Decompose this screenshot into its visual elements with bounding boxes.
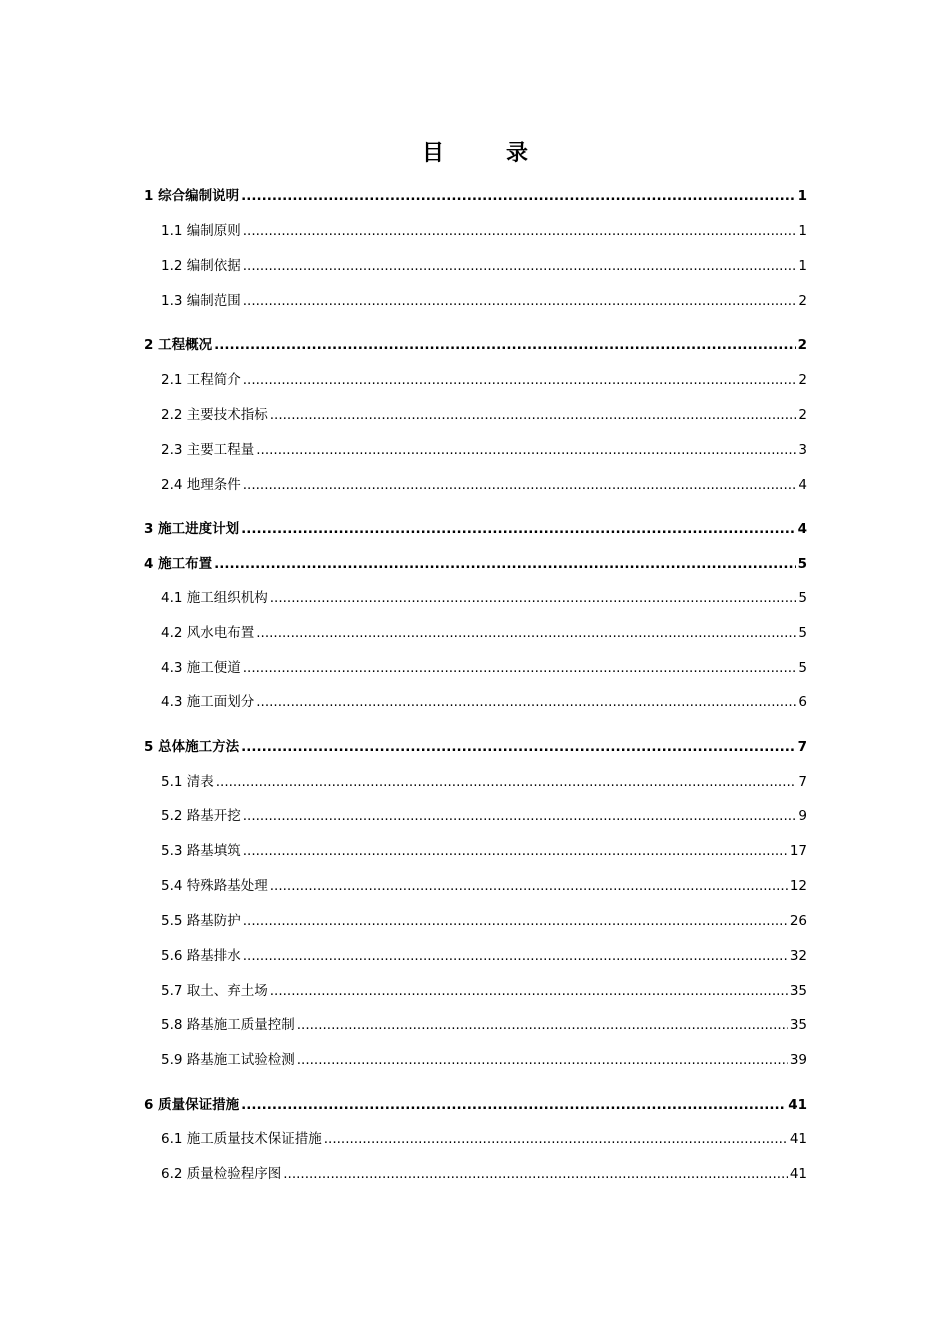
dot-leader (243, 474, 797, 496)
dot-leader (324, 1128, 788, 1150)
toc-entry-label: 3 施工进度计划 (144, 521, 240, 537)
toc-section-entry[interactable] (161, 691, 807, 713)
toc-entry-label: 6.2 质量检验程序图 (161, 1166, 282, 1182)
toc-section-entry[interactable] (161, 840, 807, 862)
toc-section-entry[interactable] (161, 369, 807, 391)
dot-leader (241, 736, 796, 758)
toc-entry-label: 5 总体施工方法 (144, 739, 240, 755)
dot-leader (270, 875, 788, 897)
toc-entry-page-number: 26 (789, 913, 807, 929)
toc-entry-page-number: 32 (789, 948, 807, 964)
toc-entry-page-number: 39 (789, 1052, 807, 1068)
toc-entry-label: 2.2 主要技术指标 (161, 407, 268, 423)
toc-entry-label: 4.3 施工面划分 (161, 694, 255, 710)
toc-entry-label: 5.9 路基施工试验检测 (161, 1052, 295, 1068)
dot-leader (243, 840, 788, 862)
toc-section-entry[interactable] (161, 474, 807, 496)
toc-section-entry[interactable] (161, 1049, 807, 1071)
toc-entry-label: 5.1 清表 (161, 774, 214, 790)
toc-section-entry[interactable] (161, 875, 807, 897)
toc-entry-page-number: 3 (798, 442, 807, 458)
dot-leader (214, 334, 796, 356)
dot-leader (297, 1049, 788, 1071)
dot-leader (241, 185, 796, 207)
toc-section-entry[interactable] (161, 587, 807, 609)
toc-section-entry[interactable] (161, 1163, 807, 1185)
toc-entry-page-number: 2 (798, 407, 807, 423)
dot-leader (283, 1163, 788, 1185)
toc-entry-page-number: 9 (798, 808, 807, 824)
toc-entry-page-number: 5 (798, 590, 807, 606)
dot-leader (241, 1094, 786, 1116)
toc-section-entry[interactable] (161, 1128, 807, 1150)
toc-section-entry[interactable] (161, 220, 807, 242)
dot-leader (256, 691, 796, 713)
toc-entry-page-number: 4 (798, 477, 807, 493)
toc-entry-label: 4 施工布置 (144, 556, 213, 572)
dot-leader (241, 518, 796, 540)
toc-section-entry[interactable] (161, 255, 807, 277)
toc-entry-page-number: 2 (798, 293, 807, 309)
toc-entry-page-number: 4 (797, 521, 807, 537)
toc-entry-label: 1.1 编制原则 (161, 223, 241, 239)
toc-entry-label: 5.6 路基排水 (161, 948, 241, 964)
toc-section-entry[interactable] (161, 622, 807, 644)
toc-section-entry[interactable] (161, 980, 807, 1002)
toc-section-entry[interactable] (161, 404, 807, 426)
dot-leader (270, 404, 797, 426)
toc-entry-label: 5.7 取土、弃土场 (161, 983, 268, 999)
toc-entry-label: 6 质量保证措施 (144, 1097, 240, 1113)
toc-entry-page-number: 7 (797, 739, 807, 755)
toc-entry-page-number: 41 (788, 1097, 807, 1113)
toc-entry-page-number: 1 (798, 258, 807, 274)
toc-chapter-entry[interactable] (144, 185, 807, 207)
dot-leader (214, 553, 796, 575)
dot-leader (243, 657, 797, 679)
toc-entry-label: 2.4 地理条件 (161, 477, 241, 493)
toc-entry-label: 5.3 路基填筑 (161, 843, 241, 859)
toc-entry-label: 5.2 路基开挖 (161, 808, 241, 824)
toc-entry-page-number: 35 (789, 983, 807, 999)
toc-chapter-entry[interactable] (144, 553, 807, 575)
toc-entry-page-number: 7 (798, 774, 807, 790)
toc-entry-page-number: 1 (798, 223, 807, 239)
toc-entry-label: 1.2 编制依据 (161, 258, 241, 274)
dot-leader (216, 771, 797, 793)
toc-entry-page-number: 12 (789, 878, 807, 894)
toc-entry-label: 2.3 主要工程量 (161, 442, 255, 458)
dot-leader (243, 290, 797, 312)
toc-entry-label: 2 工程概况 (144, 337, 213, 353)
toc-section-entry[interactable] (161, 771, 807, 793)
toc-section-entry[interactable] (161, 439, 807, 461)
dot-leader (243, 220, 797, 242)
toc-entry-label: 6.1 施工质量技术保证措施 (161, 1131, 322, 1147)
toc-entry-label: 4.1 施工组织机构 (161, 590, 268, 606)
dot-leader (243, 945, 788, 967)
dot-leader (243, 805, 797, 827)
dot-leader (270, 587, 797, 609)
toc-entry-page-number: 2 (798, 372, 807, 388)
toc-entry-page-number: 5 (798, 660, 807, 676)
dot-leader (243, 255, 797, 277)
toc-section-entry[interactable] (161, 805, 807, 827)
toc-entry-label: 4.2 风水电布置 (161, 625, 255, 641)
toc-chapter-entry[interactable] (144, 518, 807, 540)
toc-chapter-entry[interactable] (144, 1094, 807, 1116)
toc-entry-page-number: 6 (798, 694, 807, 710)
dot-leader (297, 1014, 788, 1036)
toc-section-entry[interactable] (161, 1014, 807, 1036)
toc-entry-label: 1.3 编制范围 (161, 293, 241, 309)
toc-entry-page-number: 5 (797, 556, 807, 572)
toc-entry-page-number: 5 (798, 625, 807, 641)
toc-section-entry[interactable] (161, 910, 807, 932)
dot-leader (243, 369, 797, 391)
dot-leader (243, 910, 788, 932)
toc-title: 目 录 (421, 140, 548, 166)
toc-entry-label: 5.8 路基施工质量控制 (161, 1017, 295, 1033)
dot-leader (270, 980, 788, 1002)
toc-entry-page-number: 41 (789, 1131, 807, 1147)
dot-leader (256, 622, 796, 644)
toc-entry-page-number: 17 (789, 843, 807, 859)
toc-entry-page-number: 35 (789, 1017, 807, 1033)
toc-entry-label: 5.5 路基防护 (161, 913, 241, 929)
toc-section-entry[interactable] (161, 945, 807, 967)
toc-entry-page-number: 2 (797, 337, 807, 353)
toc-entry-label: 5.4 特殊路基处理 (161, 878, 268, 894)
toc-entry-page-number: 41 (789, 1166, 807, 1182)
toc-entry-label: 1 综合编制说明 (144, 188, 240, 204)
toc-entry-page-number: 1 (797, 188, 807, 204)
toc-entry-label: 2.1 工程简介 (161, 372, 241, 388)
toc-chapter-entry[interactable] (144, 736, 807, 758)
toc-section-entry[interactable] (161, 290, 807, 312)
toc-section-entry[interactable] (161, 657, 807, 679)
dot-leader (256, 439, 796, 461)
toc-chapter-entry[interactable] (144, 334, 807, 356)
toc-entry-label: 4.3 施工便道 (161, 660, 241, 676)
